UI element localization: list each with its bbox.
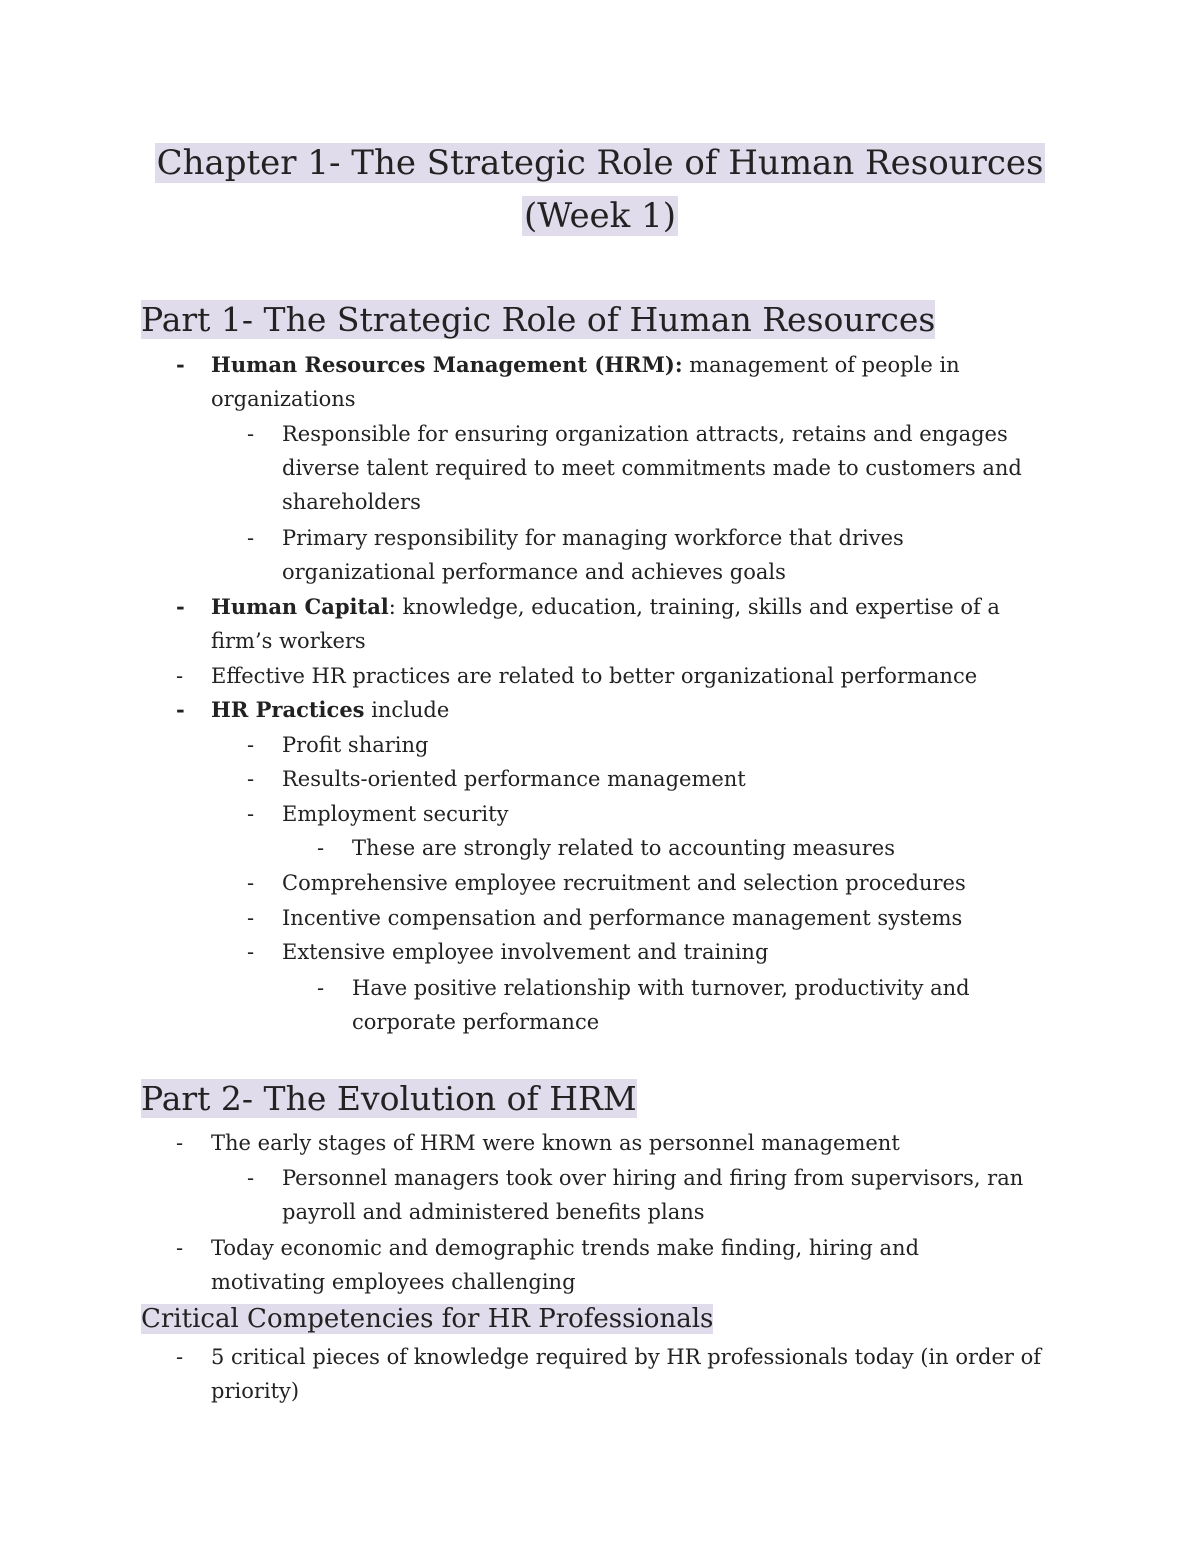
list-item-text: priority): [211, 1379, 300, 1403]
list-item-hrm-sub2: [247, 521, 904, 556]
bullet-dash: -: [247, 767, 255, 791]
list-item-practice: [247, 866, 966, 901]
list-item-text: Today economic and demographic trends make finding, hiring and: [211, 1236, 920, 1260]
bullet-dash: -: [176, 1131, 184, 1155]
list-item-human-capital: [176, 590, 1000, 625]
list-item-text: The early stages of HRM were known as personnel management: [211, 1131, 900, 1155]
list-item-practice: [247, 935, 769, 970]
list-item-text: Comprehensive employee recruitment and selection procedures: [282, 871, 966, 895]
list-item-human-capital-cont: [211, 624, 366, 659]
list-item-effective: [176, 659, 978, 694]
list-item-hrm-sub2-cont: [282, 555, 786, 590]
list-item-today: [176, 1231, 920, 1266]
list-item-text: Have positive relationship with turnover, productivity and: [352, 976, 970, 1000]
list-item-text: include: [364, 698, 450, 722]
list-item-text: Extensive employee involvement and training: [282, 940, 769, 964]
list-item-text: These are strongly related to accounting measures: [352, 836, 896, 860]
list-item-knowledge-cont: [211, 1374, 299, 1409]
chapter-title-line1: Chapter 1- The Strategic Role of Human Resources: [156, 143, 1044, 183]
list-item-early: [176, 1126, 900, 1161]
human-capital-term: Human Capital: [211, 594, 389, 619]
list-item-hrm-cont: [211, 382, 356, 417]
list-item-hr-practices: [176, 693, 450, 728]
list-item-practice: [247, 797, 509, 832]
list-item-practice: [247, 728, 429, 763]
list-item-text: Employment security: [282, 802, 509, 826]
list-item-knowledge: [176, 1340, 1042, 1375]
list-item-text: management of people in: [682, 353, 960, 377]
list-item-text: Personnel managers took over hiring and firing from supervisors, ran: [282, 1166, 1024, 1190]
list-item-text: payroll and administered benefits plans: [282, 1200, 705, 1224]
list-item-practice: [247, 901, 963, 936]
list-item-hrm-sub1-cont2: [282, 485, 421, 520]
list-item-text: corporate performance: [352, 1010, 600, 1034]
bullet-dash: -: [247, 422, 255, 446]
list-item-text: Results-oriented performance management: [282, 767, 746, 791]
list-item-practice-sub: [317, 971, 970, 1006]
bullet-dash: -: [247, 1166, 255, 1190]
list-item-text: organizational performance and achieves goals: [282, 560, 786, 584]
list-item-text: Primary responsibility for managing workforce that drives: [282, 526, 904, 550]
list-item-text: Effective HR practices are related to better organizational performance: [211, 664, 978, 688]
competencies-heading: Critical Competencies for HR Professionals: [141, 1304, 714, 1334]
part2-heading: Part 2- The Evolution of HRM: [141, 1079, 637, 1118]
hrm-term: Human Resources Management (HRM):: [211, 352, 683, 377]
list-item-hrm: [176, 348, 960, 383]
list-item-text: diverse talent required to meet commitments made to customers and: [282, 456, 1022, 480]
list-item-practice: [247, 762, 746, 797]
bullet-dash: -: [176, 1236, 184, 1260]
list-item-text: Profit sharing: [282, 733, 429, 757]
list-item-text: : knowledge, education, training, skills and expertise of a: [388, 595, 1000, 619]
bullet-dash: -: [176, 1345, 184, 1369]
hr-practices-term: HR Practices: [211, 697, 365, 722]
bullet-dash: -: [247, 940, 255, 964]
list-item-text: 5 critical pieces of knowledge required by HR professionals today (in order of: [211, 1345, 1042, 1369]
list-item-early-sub-cont: [282, 1195, 705, 1230]
list-item-text: organizations: [211, 387, 356, 411]
list-item-hrm-sub1-cont: [282, 451, 1022, 486]
bullet-dash: -: [176, 664, 184, 688]
list-item-text: motivating employees challenging: [211, 1270, 576, 1294]
list-item-practice-sub-cont: [352, 1005, 599, 1040]
list-item-hrm-sub1: [247, 417, 1008, 452]
list-item-today-cont: [211, 1265, 576, 1300]
bullet-dash: -: [317, 976, 325, 1000]
list-item-practice-sub: [317, 831, 896, 866]
list-item-text: firm’s workers: [211, 629, 366, 653]
bullet-dash: -: [176, 594, 185, 619]
bullet-dash: -: [247, 733, 255, 757]
bullet-dash: -: [247, 906, 255, 930]
list-item-text: shareholders: [282, 490, 421, 514]
bullet-dash: -: [247, 526, 255, 550]
bullet-dash: -: [317, 836, 325, 860]
list-item-text: Incentive compensation and performance management systems: [282, 906, 963, 930]
bullet-dash: -: [176, 352, 185, 377]
list-item-early-sub: [247, 1161, 1024, 1196]
chapter-title-line2: (Week 1): [524, 196, 676, 236]
part1-heading: Part 1- The Strategic Role of Human Resources: [141, 300, 936, 339]
bullet-dash: -: [247, 871, 255, 895]
bullet-dash: -: [247, 802, 255, 826]
list-item-text: Responsible for ensuring organization attracts, retains and engages: [282, 422, 1008, 446]
bullet-dash: -: [176, 697, 185, 722]
